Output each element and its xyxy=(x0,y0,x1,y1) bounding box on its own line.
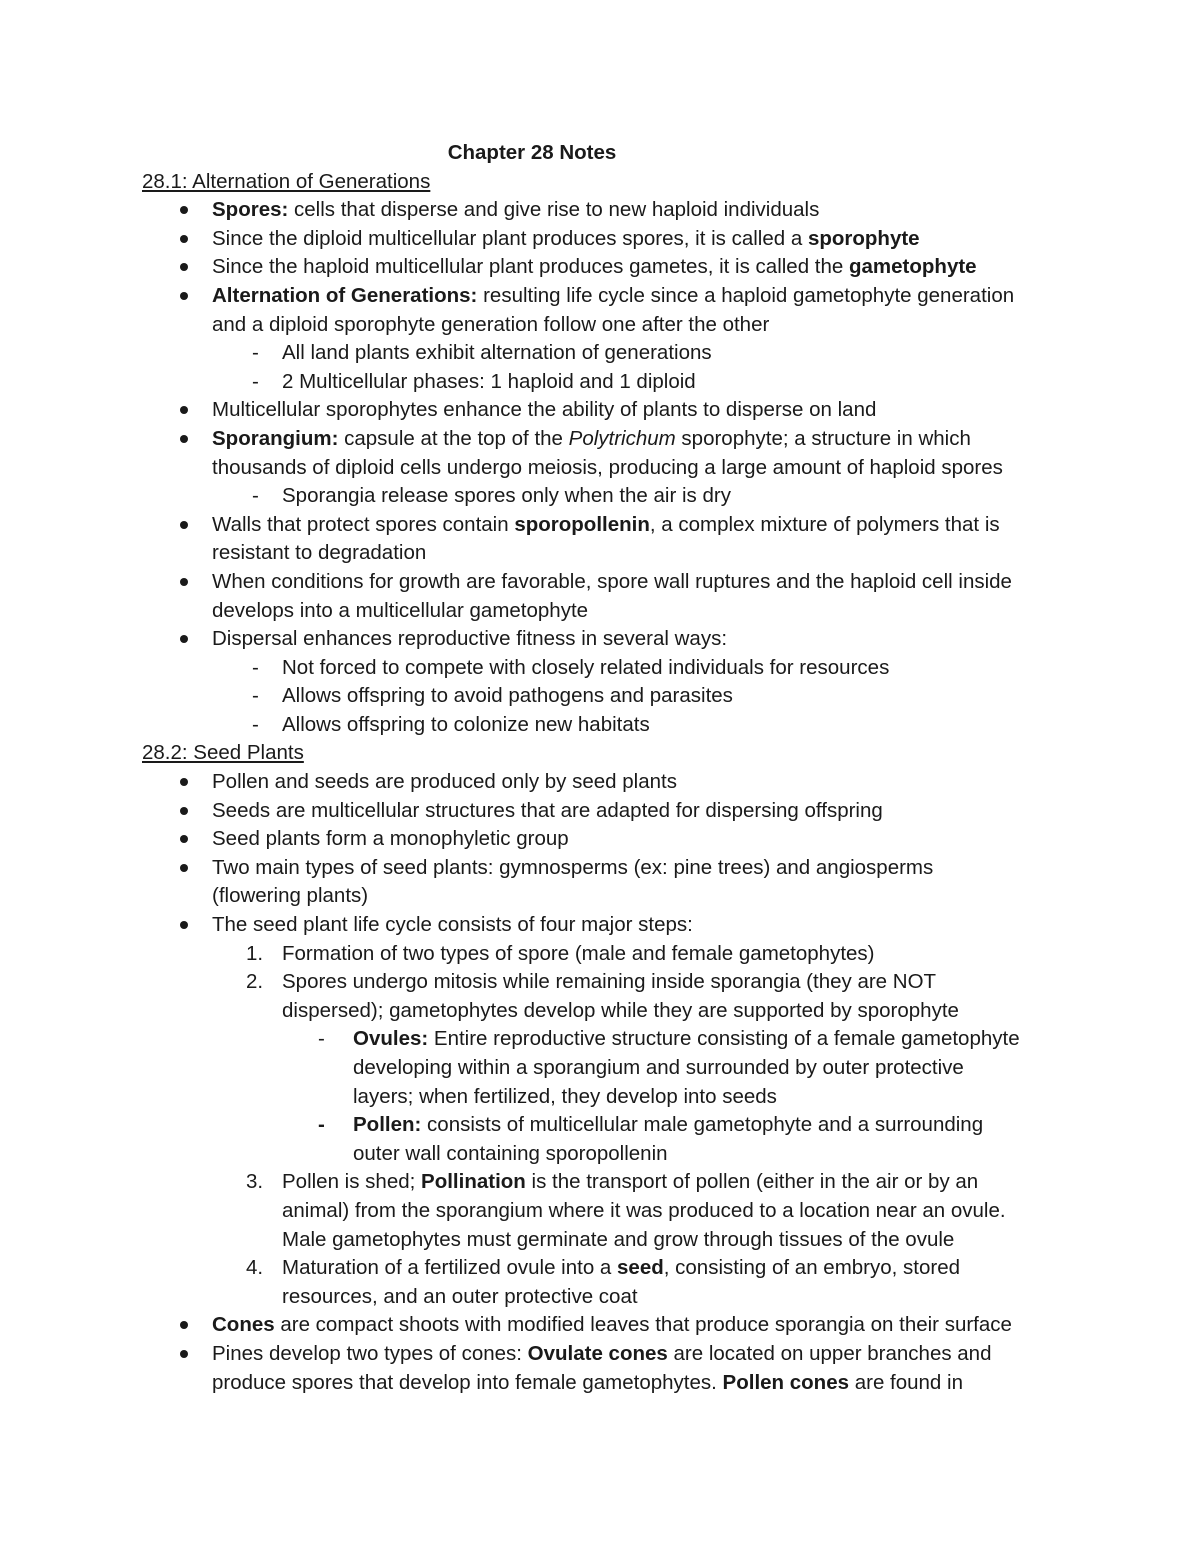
bullet-continuation xyxy=(142,1369,1072,1398)
bullet-continuation: (flowering plants) xyxy=(212,884,369,908)
bullet-continuation: and a diploid sporophyte generation follow one after the other xyxy=(212,312,770,336)
numbered-item-1 xyxy=(142,940,1072,969)
dash-icon: - xyxy=(252,341,259,365)
sub-bullet xyxy=(142,339,1072,368)
bullet-text: are found in xyxy=(849,1370,963,1394)
bullet-text: capsule at the top of the xyxy=(338,426,569,450)
list-number: 4. xyxy=(246,1256,264,1280)
list-number: 3. xyxy=(246,1170,264,1194)
bullet-sporopollenin xyxy=(142,511,1072,540)
numbered-text: Spores undergo mitosis while remaining inside sporangia (they are NOT xyxy=(282,970,937,994)
bullet-alternation xyxy=(142,282,1072,311)
bullet-text: Dispersal enhances reproductive fitness in several ways: xyxy=(212,627,728,651)
sub-bullet xyxy=(142,368,1072,397)
sub-bullet xyxy=(142,711,1072,740)
bullet-multicellular xyxy=(142,396,1072,425)
bullet-dispersal xyxy=(142,625,1072,654)
numbered-text: Pollen is shed; xyxy=(282,1170,422,1194)
sub-bullet-text: All land plants exhibit alternation of generations xyxy=(282,341,712,365)
bullet-icon xyxy=(180,435,188,443)
bullet-icon xyxy=(180,206,188,214)
numbered-item-4 xyxy=(142,1254,1072,1283)
numbered-continuation: animal) from the sporangium where it was produced to a location near an ovule. xyxy=(282,1198,1006,1222)
term-ovulate-cones: Ovulate cones xyxy=(527,1341,668,1365)
sub-bullet-text: Allows offspring to colonize new habitats xyxy=(282,712,650,736)
bullet-text: Since the diploid multicellular plant produces spores, it is called a xyxy=(212,226,808,250)
bullet-continuation: resistant to degradation xyxy=(212,541,427,565)
term-gametophyte: gametophyte xyxy=(849,255,977,279)
sub-bullet-text: 2 Multicellular phases: 1 haploid and 1 diploid xyxy=(282,369,696,393)
bullet-icon xyxy=(180,1350,188,1358)
bullet-spores xyxy=(142,196,1072,225)
term-spores: Spores: xyxy=(212,198,289,222)
bullet-gametophyte xyxy=(142,253,1072,282)
sub-bullet xyxy=(142,482,1072,511)
sub-bullet-text: Allows offspring to avoid pathogens and parasites xyxy=(282,684,733,708)
sub-bullet-text: Entire reproductive structure consisting of a female gametophyte xyxy=(428,1027,1020,1051)
bullet-icon xyxy=(180,921,188,929)
term-cones: Cones xyxy=(212,1313,275,1337)
numbered-continuation: Male gametophytes must germinate and grow through tissues of the ovule xyxy=(282,1227,955,1251)
bullet-text: The seed plant life cycle consists of four major steps: xyxy=(212,913,693,937)
dash-icon: - xyxy=(252,684,259,708)
sub-bullet-text: Sporangia release spores only when the air is dry xyxy=(282,484,731,508)
sub-bullet-pollen xyxy=(142,1111,1072,1140)
bullet-conditions xyxy=(142,568,1072,597)
bullet-text: Seeds are multicellular structures that are adapted for dispersing offspring xyxy=(212,798,883,822)
term-sporophyte: sporophyte xyxy=(807,226,920,250)
bullet-cones xyxy=(142,1311,1072,1340)
bullet-text: sporophyte; a structure in which xyxy=(675,426,971,450)
bullet-text: Pollen and seeds are produced only by seed plants xyxy=(212,770,677,794)
dash-icon: - xyxy=(318,1027,325,1051)
numbered-item-3 xyxy=(142,1168,1072,1197)
bullet-text: Multicellular sporophytes enhance the ability of plants to disperse on land xyxy=(212,398,877,422)
bullet-sporophyte xyxy=(142,225,1072,254)
term-pollination: Pollination xyxy=(421,1170,526,1194)
sub-bullet-continuation: developing within a sporangium and surrounded by outer protective xyxy=(353,1056,964,1079)
bullet-text: Pines develop two types of cones: xyxy=(212,1341,528,1365)
numbered-continuation: resources, and an outer protective coat xyxy=(282,1284,638,1308)
sub-bullet-ovules xyxy=(142,1025,1072,1054)
numbered-continuation: dispersed); gametophytes develop while they are supported by sporophyte xyxy=(282,998,959,1022)
dash-icon: - xyxy=(252,712,259,736)
numbered-text: Maturation of a fertilized ovule into a xyxy=(282,1256,618,1280)
numbered-item-2 xyxy=(142,968,1072,997)
bullet-icon xyxy=(180,235,188,243)
list-number: 2. xyxy=(246,970,264,994)
page-title: Chapter 28 Notes xyxy=(447,141,617,164)
bullet-text: are located on upper branches and xyxy=(667,1341,992,1365)
term-alternation: Alternation of Generations: xyxy=(212,283,478,307)
term-sporopollenin: sporopollenin xyxy=(514,512,650,536)
bullet-text: cells that disperse and give rise to new haploid individuals xyxy=(288,198,820,222)
numbered-text: , consisting of an embryo, stored xyxy=(663,1256,961,1280)
sub-bullet-continuation: outer wall containing sporopollenin xyxy=(353,1141,668,1165)
numbered-text: is the transport of pollen (either in the air or by an xyxy=(525,1170,979,1194)
bullet-monophyletic xyxy=(142,825,1072,854)
term-pollen: Pollen: xyxy=(353,1113,422,1137)
dash-icon: - xyxy=(252,369,259,393)
bullet-continuation: develops into a multicellular gametophyte xyxy=(212,598,589,622)
term-sporangium: Sporangium: xyxy=(212,426,339,450)
bullet-icon xyxy=(180,807,188,815)
italic-polytrichum: Polytrichum xyxy=(568,426,676,450)
term-seed: seed xyxy=(617,1256,664,1280)
sub-bullet-continuation: layers; when fertilized, they develop into seeds xyxy=(353,1084,777,1108)
bullet-text: Seed plants form a monophyletic group xyxy=(212,827,569,851)
sub-bullet-text: Not forced to compete with closely related individuals for resources xyxy=(282,655,890,679)
dash-icon: - xyxy=(252,655,259,679)
bullet-icon xyxy=(180,521,188,529)
list-number: 1. xyxy=(246,941,264,965)
sub-bullet xyxy=(142,682,1072,711)
section-heading-28-1: 28.1: Alternation of Generations xyxy=(142,169,431,193)
document-page xyxy=(142,139,1072,1397)
bullet-icon xyxy=(180,292,188,300)
bullet-pollen-seeds xyxy=(142,768,1072,797)
sub-bullet xyxy=(142,654,1072,683)
bullet-icon xyxy=(180,864,188,872)
bullet-icon xyxy=(180,578,188,586)
dash-icon: - xyxy=(318,1113,325,1137)
bullet-icon xyxy=(180,635,188,643)
bullet-two-types xyxy=(142,854,1072,883)
bullet-seeds xyxy=(142,797,1072,826)
bullet-text: Since the haploid multicellular plant produces gametes, it is called the xyxy=(212,255,849,279)
bullet-icon xyxy=(180,835,188,843)
bullet-text: produce spores that develop into female gametophytes. xyxy=(212,1370,723,1394)
bullet-icon xyxy=(180,1321,188,1329)
bullet-text: , a complex mixture of polymers that is xyxy=(649,512,1000,536)
bullet-text: Two main types of seed plants: gymnosperms (ex: pine trees) and angiosperms xyxy=(212,855,934,879)
bullet-life-cycle xyxy=(142,911,1072,940)
bullet-text: are compact shoots with modified leaves that produce sporangia on their surface xyxy=(274,1313,1012,1337)
bullet-icon xyxy=(180,778,188,786)
bullet-pine-cones xyxy=(142,1340,1072,1369)
bullet-text: Walls that protect spores contain xyxy=(212,512,515,536)
numbered-text: Formation of two types of spore (male and female gametophytes) xyxy=(282,941,875,965)
bullet-sporangium xyxy=(142,425,1072,454)
bullet-icon xyxy=(180,406,188,414)
sub-bullet-text: consists of multicellular male gametophyte and a surrounding xyxy=(421,1113,984,1137)
term-ovules: Ovules: xyxy=(353,1027,429,1051)
dash-icon: - xyxy=(252,484,259,508)
bullet-continuation: thousands of diploid cells undergo meiosis, producing a large amount of haploid spores xyxy=(212,455,1003,479)
section-heading-28-2: 28.2: Seed Plants xyxy=(142,741,304,765)
bullet-icon xyxy=(180,263,188,271)
bullet-text: resulting life cycle since a haploid gametophyte generation xyxy=(477,283,1015,307)
term-pollen-cones: Pollen cones xyxy=(722,1370,850,1394)
bullet-text: When conditions for growth are favorable, spore wall ruptures and the haploid cell inside xyxy=(212,569,1012,593)
